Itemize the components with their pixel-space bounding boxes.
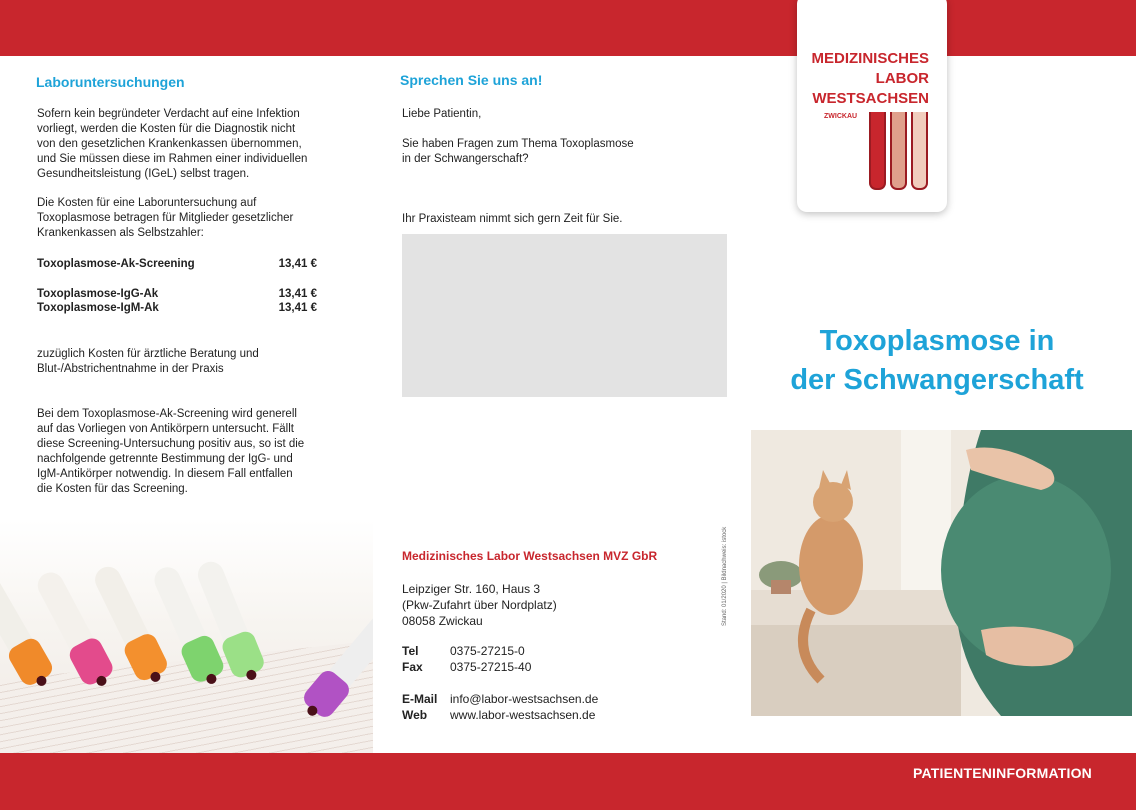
price-name: Toxoplasmose-IgG-Ak <box>37 288 159 300</box>
fax-row <box>402 660 531 674</box>
web-row <box>402 708 595 722</box>
web-label: Web <box>402 708 428 722</box>
screening-paragraph <box>37 407 357 497</box>
question-line: in der Schwangerschaft? <box>402 153 529 165</box>
price-name: Toxoplasmose-Ak-Screening <box>37 258 195 270</box>
intro-paragraph <box>37 107 357 182</box>
middle-heading: Sprechen Sie uns an! <box>400 72 543 88</box>
image-credit: Stand: 01/2020 | Bildnachweis: istock <box>722 526 728 626</box>
price-row-igm <box>37 302 317 314</box>
price-row-igg <box>37 288 317 300</box>
price-amount: 13,41 € <box>278 288 317 300</box>
tel-value[interactable]: 0375-27215-0 <box>450 644 525 658</box>
extra-line: Blut-/Abstrichentnahme in der Praxis <box>37 363 224 375</box>
tel-label: Tel <box>402 644 419 658</box>
intro-line: Sofern kein begründeter Verdacht auf eine Infektion <box>37 108 300 120</box>
pipettes-photo <box>0 520 373 753</box>
pregnancy-photo-art <box>751 430 1132 716</box>
price-amount: 13,41 € <box>278 302 317 314</box>
screening-line: Bei dem Toxoplasmose-Ak-Screening wird generell <box>37 408 297 420</box>
question-line: Sie haben Fragen zum Thema Toxoplasmose <box>402 138 634 150</box>
screening-line: die Kosten für das Screening. <box>37 483 188 495</box>
logo-line: MEDIZINISCHES <box>811 50 929 67</box>
top-band <box>0 0 1136 56</box>
question <box>402 137 722 167</box>
footer-label: PATIENTENINFORMATION <box>913 765 1092 781</box>
email-label: E-Mail <box>402 692 438 706</box>
title-line: Toxoplasmose in <box>819 325 1055 357</box>
costs-line: Die Kosten für eine Laboruntersuchung auf <box>37 197 257 209</box>
placeholder-box <box>402 234 727 397</box>
pregnancy-photo <box>751 430 1132 716</box>
brochure-title <box>760 322 1114 400</box>
web-link[interactable]: www.labor-westsachsen.de <box>450 708 596 722</box>
extra-costs <box>37 347 357 377</box>
left-heading: Laboruntersuchungen <box>36 74 185 90</box>
salutation: Liebe Patientin, <box>402 108 482 120</box>
email-row <box>402 692 598 706</box>
fax-value: 0375-27215-40 <box>450 660 532 674</box>
bottom-band <box>0 753 1136 810</box>
screening-line: nachfolgende getrennte Bestimmung der IgG- und <box>37 453 293 465</box>
fax-label: Fax <box>402 660 423 674</box>
address-line: 08058 Zwickau <box>402 614 483 628</box>
address-line: Leipziger Str. 160, Haus 3 <box>402 582 541 596</box>
logo-city: ZWICKAU <box>824 113 858 120</box>
intro-line: Gesundheitsleistung (IGeL) selbst tragen. <box>37 168 250 180</box>
price-amount: 13,41 € <box>278 258 317 270</box>
address <box>402 581 557 629</box>
logo-line: WESTSACHSEN <box>812 90 929 107</box>
price-row-screening <box>37 258 317 270</box>
team-line: Ihr Praxisteam nimmt sich gern Zeit für Sie. <box>402 213 623 225</box>
price-name: Toxoplasmose-IgM-Ak <box>37 302 159 314</box>
company-name: Medizinisches Labor Westsachsen MVZ GbR <box>402 549 658 563</box>
screening-line: diese Screening-Untersuchung positiv aus, so ist die <box>37 438 305 450</box>
extra-line: zuzüglich Kosten für ärztliche Beratung und <box>37 348 259 360</box>
costs-line: Toxoplasmose betragen für Mitglieder gesetzlicher <box>37 212 294 224</box>
screening-line: IgM-Antikörper notwendig. In diesem Fall entfallen <box>37 468 293 480</box>
tel-row <box>402 644 525 658</box>
vial-icon <box>869 112 886 190</box>
costs-line: Krankenkassen als Selbstzahler: <box>37 227 204 239</box>
email-link[interactable]: info@labor-westsachsen.de <box>450 692 599 706</box>
logo-line: LABOR <box>875 70 929 87</box>
title-line: der Schwangerschaft <box>790 364 1084 396</box>
intro-line: vorliegt, werden die Kosten für die Diagnostik nicht <box>37 123 296 135</box>
vial-icon <box>890 112 907 190</box>
address-line: (Pkw-Zufahrt über Nordplatz) <box>402 598 557 612</box>
costs-intro <box>37 196 357 241</box>
intro-line: von den gesetzlichen Krankenkassen übernommen, <box>37 138 302 150</box>
logo <box>797 0 947 212</box>
vial-icon <box>911 112 928 190</box>
screening-line: auf das Vorliegen von Antikörpern untersucht. Fällt <box>37 423 294 435</box>
intro-line: und Sie müssen diese im Rahmen einer individuellen <box>37 153 308 165</box>
